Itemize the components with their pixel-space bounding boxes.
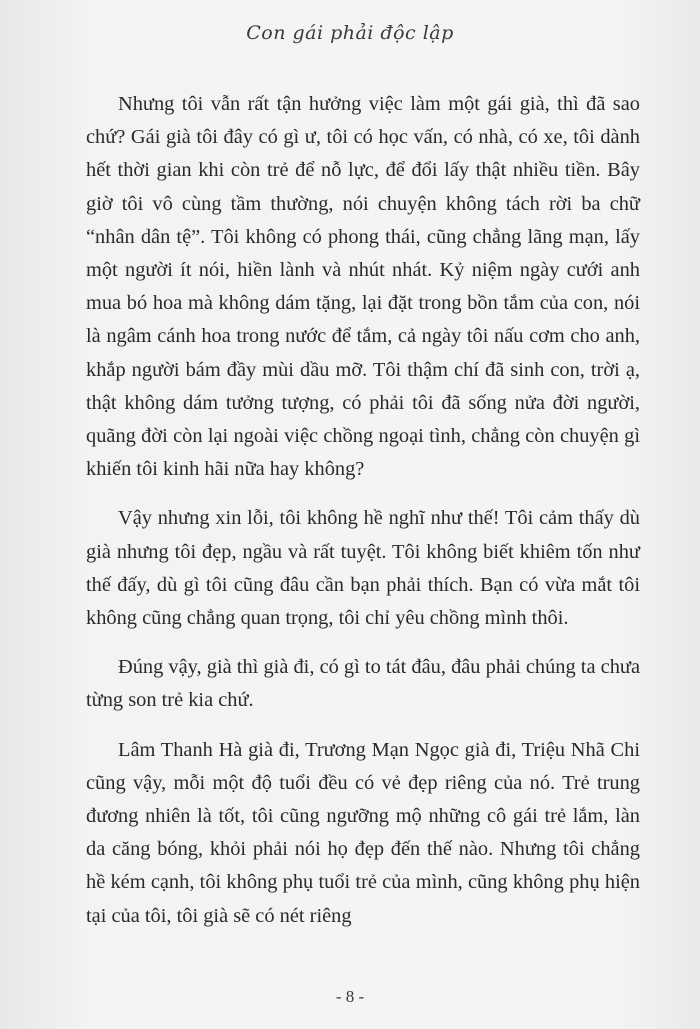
running-header: Con gái phải độc lập	[246, 22, 454, 44]
paragraph: Nhưng tôi vẫn rất tận hưởng việc làm một gái già, thì đã sao chứ? Gái già tôi đây có gì ư, tôi có học vấn, có nhà, có xe, tôi dành hết thời gian khi còn trẻ để nỗ lực, để đổi lấy thật nhiều tiền. Bây giờ tôi vô cùng tầm thường, nói chuyện không tách rời ba chữ “nhân dân tệ”. Tôi không có phong thái, cũng chẳng lãng mạn, lấy một người ít nói, hiền lành và nhút nhát. Kỷ niệm ngày cưới anh mua bó hoa mà không dám tặng, lại đặt trong bồn tắm của con, nói là ngâm cánh hoa trong nước để tắm, cả ngày tôi nấu cơm cho anh, khắp người bám đầy mùi dầu mỡ. Tôi thậm chí đã sinh con, trời ạ, thật không dám tưởng tượng, có phải tôi đã sống nửa đời người, quãng đời còn lại ngoài việc chồng ngoại tình, chẳng còn chuyện gì khiến tôi kinh hãi nữa hay không?	[86, 93, 640, 481]
page-number: - 8 -	[335, 987, 365, 1006]
body-text	[86, 88, 640, 949]
paragraph: Đúng vậy, già thì già đi, có gì to tát đâu, đâu phải chúng ta chưa từng son trẻ kia chứ.	[86, 656, 640, 712]
paragraph: Vậy nhưng xin lỗi, tôi không hề nghĩ như thế! Tôi cảm thấy dù già nhưng tôi đẹp, ngầu và rất tuyệt. Tôi không biết khiêm tốn như thế đấy, dù gì tôi cũng đâu cần bạn phải thích. Bạn có vừa mắt tôi không cũng chẳng quan trọng, tôi chỉ yêu chồng mình thôi.	[86, 507, 640, 630]
paragraph: Lâm Thanh Hà già đi, Trương Mạn Ngọc già đi, Triệu Nhã Chi cũng vậy, mỗi một độ tuổi đều có vẻ đẹp riêng của nó. Trẻ trung đương nhiên là tốt, tôi cũng ngưỡng mộ những cô gái trẻ lắm, làn da căng bóng, khỏi phải nói họ đẹp đến thế nào. Nhưng tôi chẳng hề kém cạnh, tôi không phụ tuổi trẻ của mình, cũng không phụ hiện tại của tôi, tôi già sẽ có nét riêng	[86, 738, 640, 927]
